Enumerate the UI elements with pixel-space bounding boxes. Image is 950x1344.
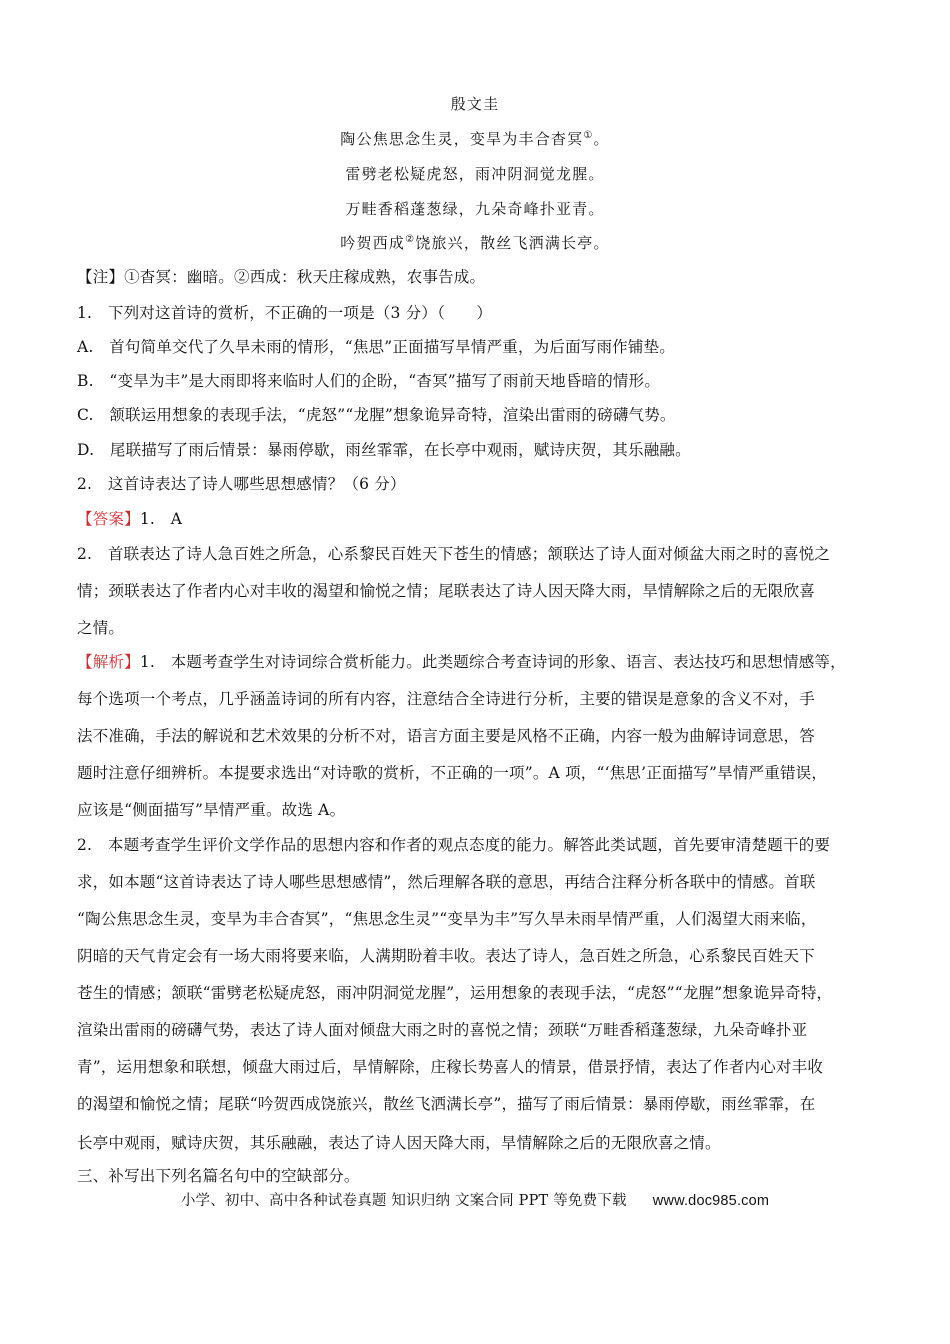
note-mark-2: ② (405, 234, 416, 245)
analysis-line-1: 【解析】1. 本题考查学生对诗词综合赏析能力。此类题综合考查诗词的形象、语言、表达技巧和思想情感等， (77, 653, 846, 671)
option-a: A. 首句简单交代了久旱未雨的情形，“焦思”正面描写旱情严重，为后面写雨作铺垫。 (77, 338, 675, 356)
answer-line-2: 2. 首联表达了诗人急百姓之所急，心系黎民百姓天下苍生的情感；颔联达了诗人面对倾盆大雨之时的喜悦之 (77, 545, 831, 563)
footer (0, 1191, 950, 1211)
analysis-line-13: 的渴望和愉悦之情；尾联“吟贺西成饶旅兴，散丝飞洒满长亭”，描写了雨后情景：暴雨停歇，雨丝霏霏，在 (77, 1095, 816, 1113)
note-label: 【注】 (77, 268, 125, 286)
footer-text: 小学、初中、高中各种试卷真题 知识归纳 文案合同 PPT 等免费下载 (180, 1193, 627, 1209)
analysis-line-7: 求，如本题“这首诗表达了诗人哪些思想感情”，然后理解各联的意思，再结合注释分析各联中的情感。首联 (77, 873, 816, 891)
analysis-line-12: 青”，运用想象和联想，倾盘大雨过后，旱情解除，庄稼长势喜人的情景，借景抒情，表达了作者内心对丰收 (77, 1058, 824, 1076)
option-b: B. “变旱为丰”是大雨即将来临时人们的企盼，“杳冥”描写了雨前天地昏暗的情形。 (77, 372, 661, 390)
analysis-line-8: “陶公焦思念生灵，变旱为丰合杳冥”，“焦思念生灵”“变旱为丰”写久旱未雨旱情严重，人们渴望大雨来临， (77, 910, 817, 928)
analysis-line-2: 每个选项一个考点，几乎涵盖诗词的所有内容，注意结合全诗进行分析，主要的错误是意象的含义不对，手 (77, 690, 815, 708)
poem-author: 殷文圭 (450, 95, 500, 113)
analysis-label: 【解析】 (77, 653, 140, 671)
poem-line-2: 雷劈老松疑虎怒，雨冲阴洞觉龙腥。 (345, 165, 605, 183)
analysis-line-10: 苍生的情感；颔联“雷劈老松疑虎怒，雨冲阴洞觉龙腥”，运用想象的表现手法，“虎怒”“龙腥”想象诡异奇特， (77, 984, 833, 1002)
question-1: 1. 下列对这首诗的赏析，不正确的一项是（3 分）（ ） (77, 304, 493, 322)
answer-line-3: 情；颈联表达了作者内心对丰收的渴望和愉悦之情；尾联表达了诗人因天降大雨，旱情解除之后的无限欣喜 (77, 582, 815, 600)
analysis-line-11: 渲染出雷雨的磅礴气势，表达了诗人面对倾盘大雨之时的喜悦之情；颈联“万畦香稻蓬葱绿，九朵奇峰扑亚 (77, 1021, 808, 1039)
poem-line-4: 吟贺西成②饶旅兴，散丝飞洒满长亭。 (340, 234, 610, 252)
analysis-line-5: 应该是“侧面描写”旱情严重。故选 A。 (77, 801, 346, 819)
analysis-line-9: 阴暗的天气肯定会有一场大雨将要来临，人满期盼着丰收。表达了诗人，急百姓之所急，心系黎民百姓天下 (77, 947, 815, 965)
option-d: D. 尾联描写了雨后情景：暴雨停歇，雨丝霏霏，在长亭中观雨，赋诗庆贺，其乐融融。 (77, 441, 691, 459)
footer-url[interactable]: www.doc985.com (652, 1193, 770, 1209)
option-c: C. 颔联运用想象的表现手法，“虎怒”“龙腥”想象诡异奇特，渲染出雷雨的磅礴气势。 (77, 406, 676, 424)
analysis-line-3: 法不准确，手法的解说和艺术效果的分析不对，语言方面主要是风格不正确，内容一般为曲解诗词意思，答 (77, 727, 815, 745)
analysis-line-14: 长亭中观雨，赋诗庆贺，其乐融融，表达了诗人因天降大雨，旱情解除之后的无限欣喜之情。 (77, 1134, 721, 1152)
poem-line-1: 陶公焦思念生灵，变旱为丰合杳冥①。 (340, 130, 610, 148)
analysis-line-6: 2. 本题考查学生评价文学作品的思想内容和作者的观点态度的能力。解答此类试题，首先要审清楚题干的要 (77, 836, 831, 854)
section-3-heading: 三、补写出下列名篇名句中的空缺部分。 (77, 1167, 360, 1185)
poem-note: 【注】①杳冥：幽暗。②西成：秋天庄稼成熟，农事告成。 (77, 268, 486, 286)
note-mark-1: ① (583, 130, 594, 141)
analysis-line-4: 题时注意仔细辨析。本提要求选出“对诗歌的赏析，不正确的一项”。A 项，“‘焦思’正面描写”旱情严重错误， (77, 764, 828, 782)
poem-line-3: 万畦香稻蓬葱绿，九朵奇峰扑亚青。 (345, 200, 605, 218)
answer-label: 【答案】 (77, 510, 140, 528)
answer-line-4: 之情。 (77, 619, 125, 637)
answer-line-1: 【答案】1. A (77, 510, 183, 528)
question-2: 2. 这首诗表达了诗人哪些思想感情？（6 分） (77, 475, 406, 493)
